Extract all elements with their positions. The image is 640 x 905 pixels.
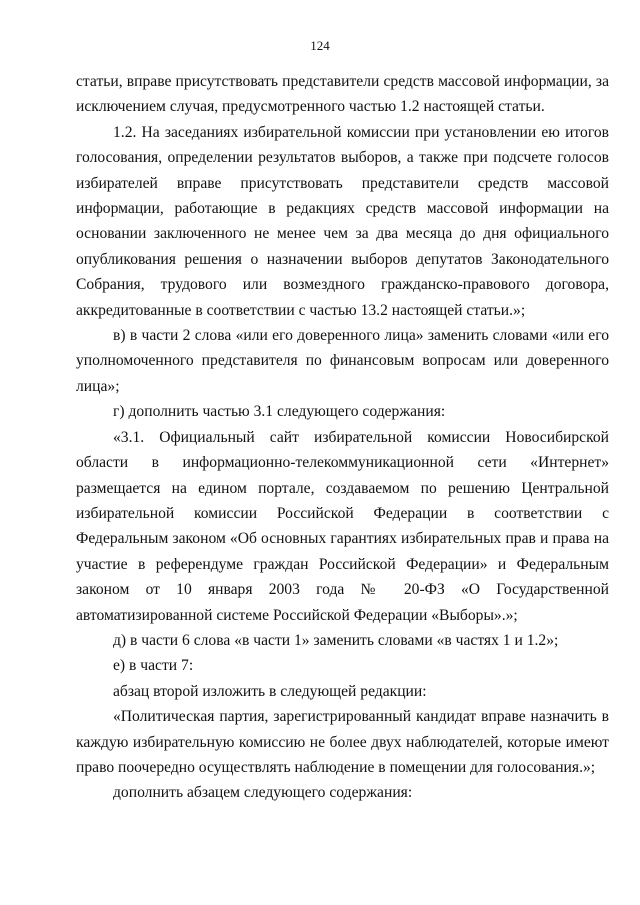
paragraph-continuation: статьи, вправе присутствовать представители средств массовой информации, за исключением случая, предусмотренного частью 1.2 настоящей статьи.	[76, 73, 609, 116]
page-number: 124	[310, 38, 330, 53]
paragraph-clause-1-2: 1.2. На заседаниях избирательной комиссии при установлении ею итогов голосования, определении результатов выборов, а также при подсчете голосов избирателей вправе присутствовать представители средств массовой информации, работающие в редакциях средств массовой информации на основании заключенного не менее чем за два месяца до дня официального опубликования решения о назначении выборов депутатов Законодательного Собрания, трудового или возмездного гражданско-правового договора, аккредитованные в соответствии с частью 13.2 настоящей статьи.»;	[76, 123, 609, 319]
paragraph-item-g: г) дополнить частью 3.1 следующего содержания:	[113, 403, 446, 421]
paragraph-item-v: в) в части 2 слова «или его доверенного лица» заменить словами «или его уполномоченного представителя по финансовым вопросам или доверенного лица»;	[76, 327, 609, 395]
paragraph-party-observers: «Политическая партия, зарегистрированный кандидат вправе назначить в каждую избирательную комиссию не более двух наблюдателей, которые имеют право поочередно осуществлять наблюдение в помещении для голосования.»;	[76, 708, 609, 776]
paragraph-item-d: д) в части 6 слова «в части 1» заменить словами «в частях 1 и 1.2»;	[113, 631, 559, 649]
paragraph-item-e: е) в части 7:	[113, 657, 194, 675]
paragraph-second-abzac: абзац второй изложить в следующей редакции:	[113, 682, 427, 700]
paragraph-clause-3-1: «3.1. Официальный сайт избирательной комиссии Новосибирской области в информационно-телекоммуникационной сети «Интернет» размещается на едином портале, создаваемом по решению Центральной избирательной комиссии Российской Федерации в соответствии с Федеральным законом «Об основных гарантиях избирательных прав и права на участие в референдуме граждан Российской Федерации» и Федеральным законом от 10 января 2003 года № 20-ФЗ «О Государственной автоматизированной системе Российской Федерации «Выборы».»;	[76, 428, 609, 624]
document-body	[76, 69, 609, 806]
paragraph-add-abzac: дополнить абзацем следующего содержания:	[113, 784, 413, 802]
